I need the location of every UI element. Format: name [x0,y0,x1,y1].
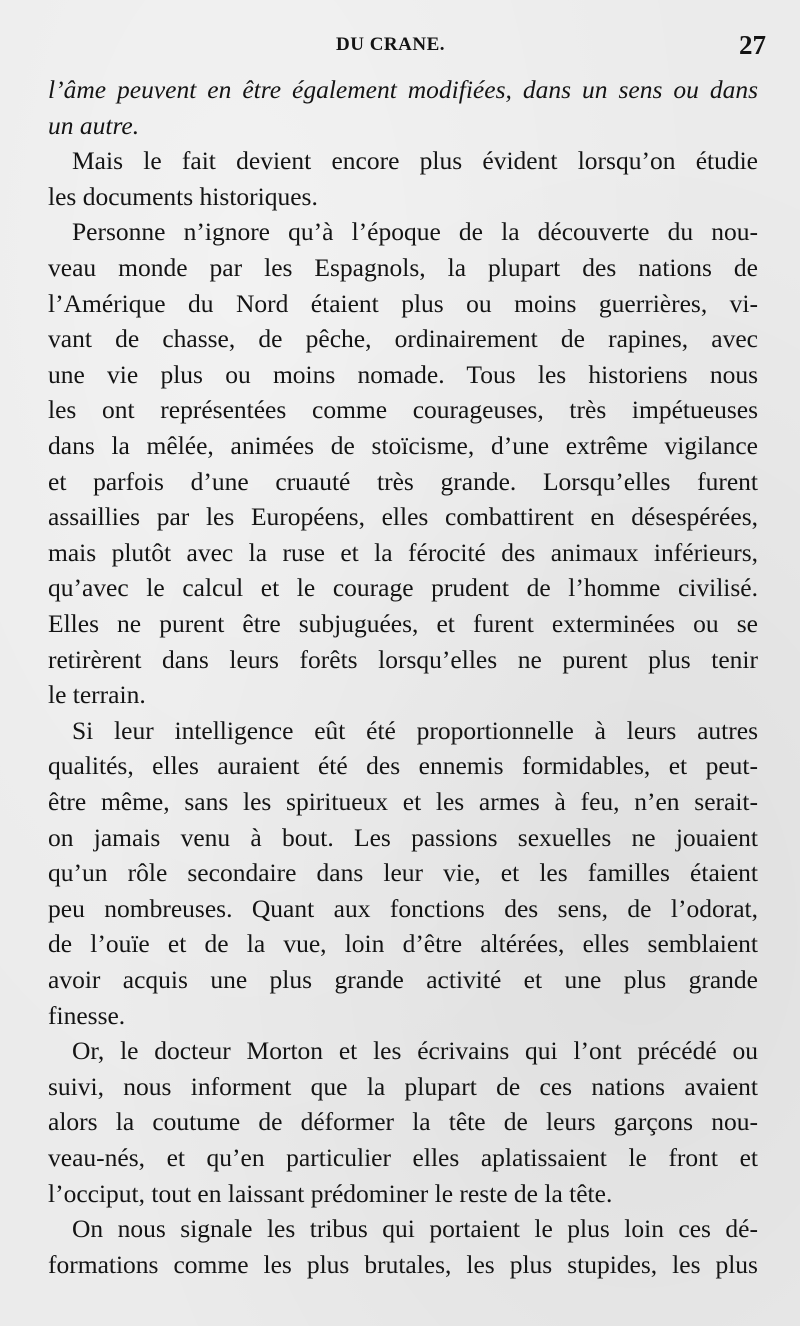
text-line: l’âme peuvent en être également modifiées, dans un sens ou dans [48,75,758,104]
text-line: l’occiput, tout en laissant prédominer le reste de la tête. [48,1178,613,1208]
text-line: assaillies par les Européens, elles combattirent en désespérées, [48,502,758,532]
text-line: de l’ouïe et de la vue, loin d’être altérées, elles semblaient [48,929,758,959]
text-line: un autre. [48,110,140,140]
page-number: 27 [739,30,766,60]
text-line: on jamais venu à bout. Les passions sexuelles ne jouaient [48,822,758,852]
text-line: Elles ne purent être subjuguées, et furent exterminées ou se [48,609,758,638]
page-header [0,30,800,66]
text-line: suivi, nous informent que la plupart de ces nations avaient [48,1071,758,1101]
text-line: qu’avec le calcul et le courage prudent de l’homme civilisé. [48,573,758,603]
text-line: retirèrent dans leurs forêts lorsqu’elles ne purent plus tenir [48,644,758,674]
text-line: mais plutôt avec la ruse et la férocité des animaux inférieurs, [48,537,758,567]
text-line: veau monde par les Espagnols, la plupart des nations de [48,253,758,282]
text-line: Mais le fait devient encore plus évident lorsqu’on étudie [72,146,758,176]
text-line: les ont représentées comme courageuses, très impétueuses [48,395,758,425]
text-line: le terrain. [48,680,146,710]
text-line: Si leur intelligence eût été proportionnelle à leurs autres [72,715,758,745]
text-line: veau-nés, et qu’en particulier elles aplatissaient le front et [48,1143,758,1172]
text-line: être même, sans les spiritueux et les armes à feu, n’en serait- [48,787,758,816]
text-line: vant de chasse, de pêche, ordinairement de rapines, avec [48,324,758,354]
running-title: DU CRANE. [336,34,445,55]
text-line: et parfois d’une cruauté très grande. Lorsqu’elles furent [48,466,758,496]
text-line: Or, le docteur Morton et les écrivains qui l’ont précédé ou [72,1036,758,1066]
text-line: formations comme les plus brutales, les plus stupides, les plus [48,1249,758,1279]
text-line: peu nombreuses. Quant aux fonctions des sens, de l’odorat, [48,893,758,923]
text-line: Personne n’ignore qu’à l’époque de la découverte du nou- [72,217,758,247]
text-line: les documents historiques. [48,181,318,211]
text-line: alors la coutume de déformer la tête de leurs garçons nou- [48,1107,758,1137]
text-line: avoir acquis une plus grande activité et une plus grande [48,965,758,994]
text-line: une vie plus ou moins nomade. Tous les historiens nous [48,359,758,389]
text-line: On nous signale les tribus qui portaient le plus loin ces dé- [72,1214,758,1244]
text-line: l’Amérique du Nord étaient plus ou moins guerrières, vi- [48,288,758,318]
text-line: finesse. [48,1000,126,1030]
text-line: qu’un rôle secondaire dans leur vie, et les familles étaient [48,858,758,888]
text-line: qualités, elles auraient été des ennemis formidables, et peut- [48,751,758,781]
text-line: dans la mêlée, animées de stoïcisme, d’une extrême vigilance [48,431,758,460]
